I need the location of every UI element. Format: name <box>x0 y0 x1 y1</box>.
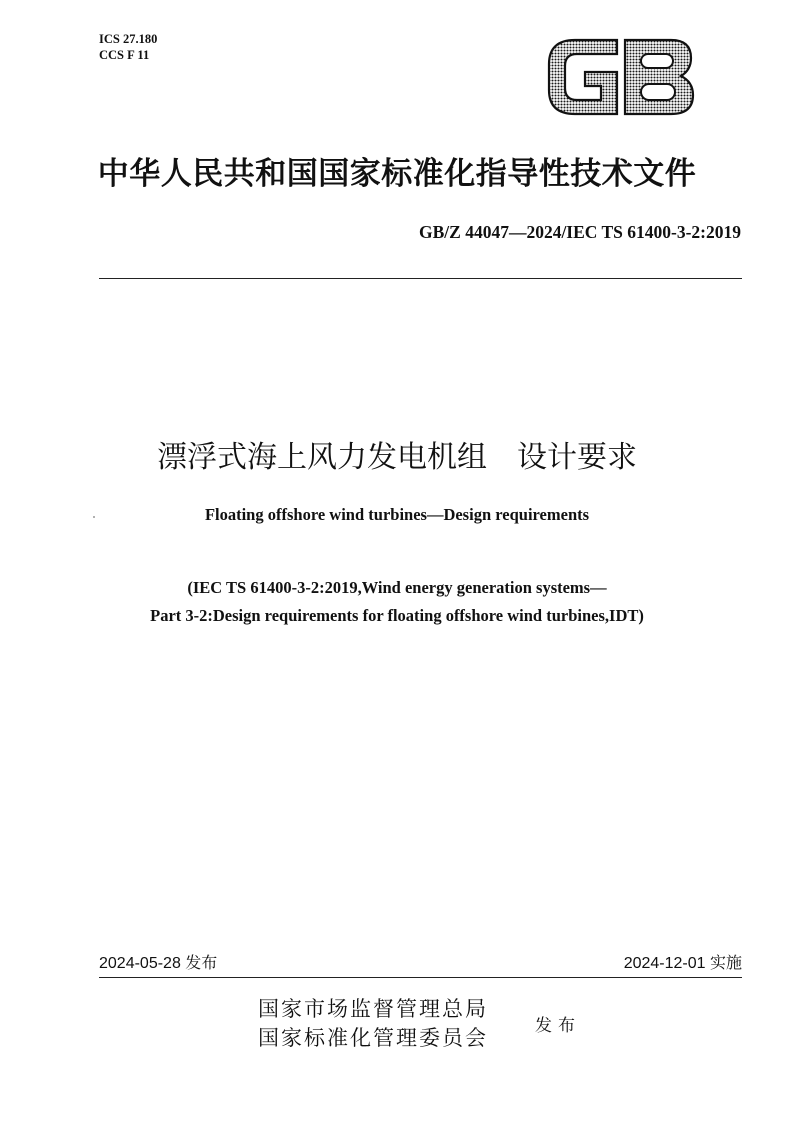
adoption-note <box>0 574 794 630</box>
issuer-samr: 国家市场监督管理总局 <box>258 997 488 1021</box>
publish-label: 发布 <box>535 1016 581 1036</box>
implementation-date: 2024-12-01 实施 <box>623 955 742 972</box>
classification-codes <box>99 31 157 63</box>
ccs-code: CCS F 11 <box>99 48 150 62</box>
gb-logo <box>545 34 697 120</box>
document-type-heading: 中华人民共和国国家标准化指导性技术文件 <box>97 156 697 192</box>
issuer-sac: 国家标准化管理委员会 <box>258 1026 488 1050</box>
title-chinese: 漂浮式海上风力发电机组 设计要求 <box>157 440 637 475</box>
top-divider <box>99 278 742 279</box>
adoption-line-1: (IEC TS 61400-3-2:2019,Wind energy generation systems— <box>187 578 607 597</box>
logo-text: GB <box>545 34 547 35</box>
title-english: Floating offshore wind turbines—Design requirements <box>204 505 590 524</box>
issue-date: 2024-05-28 发布 <box>99 955 218 972</box>
standard-number: GB/Z 44047—2024/IEC TS 61400-3-2:2019 <box>419 222 741 242</box>
bottom-divider <box>99 977 742 978</box>
adoption-line-2: Part 3-2:Design requirements for floating offshore wind turbines,IDT) <box>150 606 644 625</box>
ics-code: ICS 27.180 <box>99 32 158 46</box>
issuing-organizations <box>258 995 488 1053</box>
